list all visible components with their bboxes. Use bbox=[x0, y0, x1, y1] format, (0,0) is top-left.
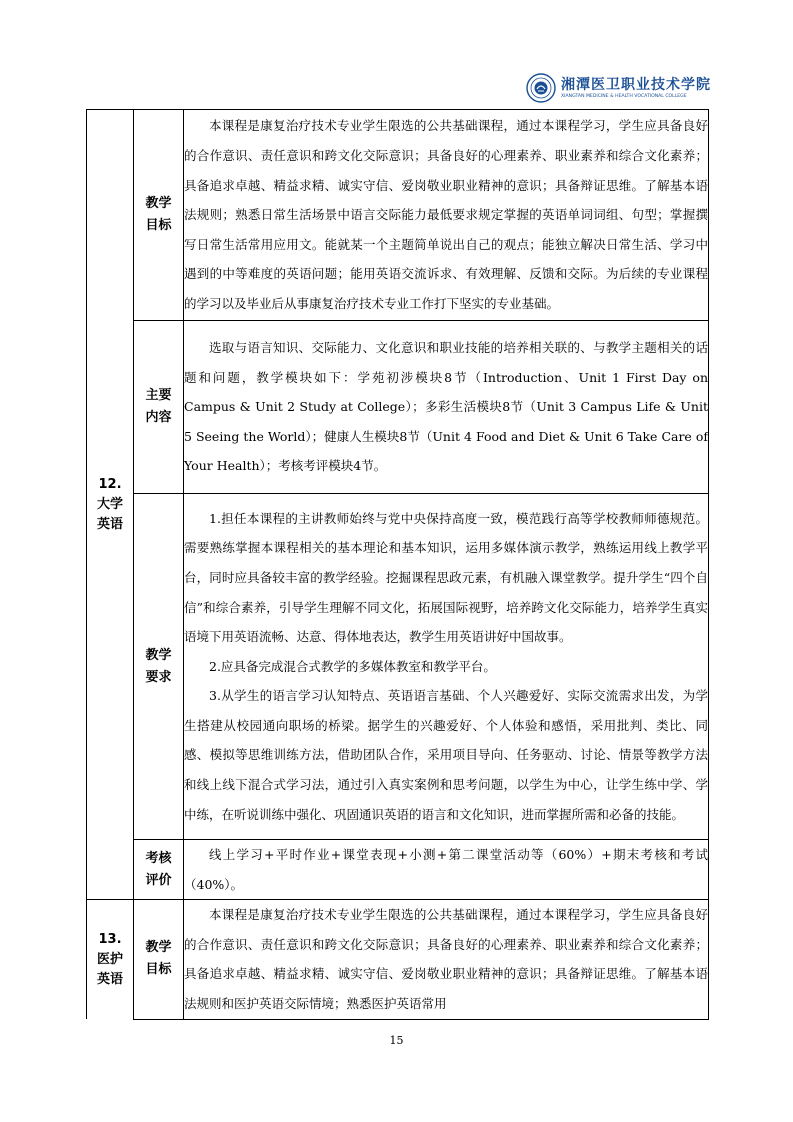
page-number: 15 bbox=[389, 1034, 404, 1047]
table-row bbox=[87, 900, 709, 1019]
college-logo bbox=[526, 72, 716, 104]
assessment-text: 线上学习+平时作业+课堂表现+小测+第二课堂活动等（60%）+期末考核和考试（40%）。 bbox=[184, 847, 708, 892]
table-row bbox=[87, 110, 709, 321]
table-row bbox=[87, 494, 709, 840]
content-cell bbox=[184, 321, 709, 494]
content-label: 主要 内容 bbox=[134, 321, 184, 494]
content-text: 选取与语言知识、交际能力、文化意识和职业技能的培养相关联的、与教学主题相关的话题和问题，教学模块如下：学苑初涉模块8节（Introduction、Unit 1 First Day on Campus & Unit 2 Study at College）；多彩生活模块8节（Unit 3 Campus Life & Unit 5 Seeing the World）；健康人生模块8节（Unit 4 Food and Diet & Unit 6 Take Care of Your Health）；考核考评模块4节。 bbox=[184, 340, 708, 474]
college-name-en: XIANGTAN MEDICINE & HEALTH VOCATIONAL COLLEGE bbox=[561, 93, 687, 99]
curriculum-table bbox=[86, 109, 709, 1020]
college-seal-icon bbox=[526, 73, 556, 103]
objectives-text: 本课程是康复治疗技术专业学生限选的公共基础课程，通过本课程学习，学生应具备良好的合作意识、责任意识和跨文化交际意识；具备良好的心理素养、职业素养和综合文化素养；具备追求卓越、精益求精、诚实守信、爱岗敬业职业精神的意识；具备辩证思维。了解基本语法规则和医护英语交际情境；熟悉医护英语常用 bbox=[184, 907, 708, 1011]
requirement-item-1: 1.担任本课程的主讲教师始终与党中央保持高度一致，模范践行高等学校教师师德规范。需要熟练掌握本课程相关的基本理论和基本知识，运用多媒体演示教学，熟练运用线上教学平台，同时应具备较丰富的教学经验。挖掘课程思政元素，有机融入课堂教学。提升学生“四个自信”和综合素养，引导学生理解不同文化，拓展国际视野，培养跨文化交际能力，培养学生真实语境下用英语流畅、达意、得体地表达，教学生用英语讲好中国故事。 bbox=[184, 510, 708, 645]
objectives-label: 教学 目标 bbox=[134, 110, 184, 321]
objectives-label: 教学 目标 bbox=[134, 900, 184, 1019]
course-name-13: 13. 医护 英语 bbox=[87, 900, 134, 1019]
objectives-cell bbox=[184, 900, 709, 1019]
objectives-cell bbox=[184, 110, 709, 321]
requirements-label: 教学 要求 bbox=[134, 494, 184, 840]
requirement-item-3: 3.从学生的语言学习认知特点、英语语言基础、个人兴趣爱好、实际交流需求出发，为学生搭建从校园通向职场的桥梁。据学生的兴趣爱好、个人体验和感悟，采用批判、类比、同感、模拟等思维训练方法，借助团队合作，采用项目导向、任务驱动、讨论、情景等教学方法和线上线下混合式学习法，通过引入真实案例和思考问题，以学生为中心，让学生练中学、学中练，在听说训练中强化、巩固通识英语的语言和文化知识，进而掌握所需和必备的技能。 bbox=[184, 688, 708, 822]
requirements-cell bbox=[184, 494, 709, 840]
requirement-item-2: 2.应具备完成混合式教学的多媒体教室和教学平台。 bbox=[209, 658, 496, 674]
assessment-cell bbox=[184, 840, 709, 900]
table-row bbox=[87, 840, 709, 900]
course-name-12: 12. 大学 英语 bbox=[87, 110, 134, 900]
objectives-text: 本课程是康复治疗技术专业学生限选的公共基础课程，通过本课程学习，学生应具备良好的合作意识、责任意识和跨文化交际意识；具备良好的心理素养、职业素养和综合文化素养；具备追求卓越、精益求精、诚实守信、爱岗敬业职业精神的意识；具备辩证思维。了解基本语法规则；熟悉日常生活场景中语言交际能力最低要求规定掌握的英语单词词组、句型；掌握撰写日常生活常用应用文。能就某一个主题简单说出自己的观点；能独立解决日常生活、学习中遇到的中等难度的英语问题；能用英语交流诉求、有效理解、反馈和交际。为后续的专业课程的学习以及毕业后从事康复治疗技术专业工作打下坚实的专业基础。 bbox=[184, 118, 708, 311]
table-row bbox=[87, 321, 709, 494]
college-name-cn: 湘潭医卫职业技术学院 bbox=[561, 76, 711, 93]
assessment-label: 考核 评价 bbox=[134, 840, 184, 900]
